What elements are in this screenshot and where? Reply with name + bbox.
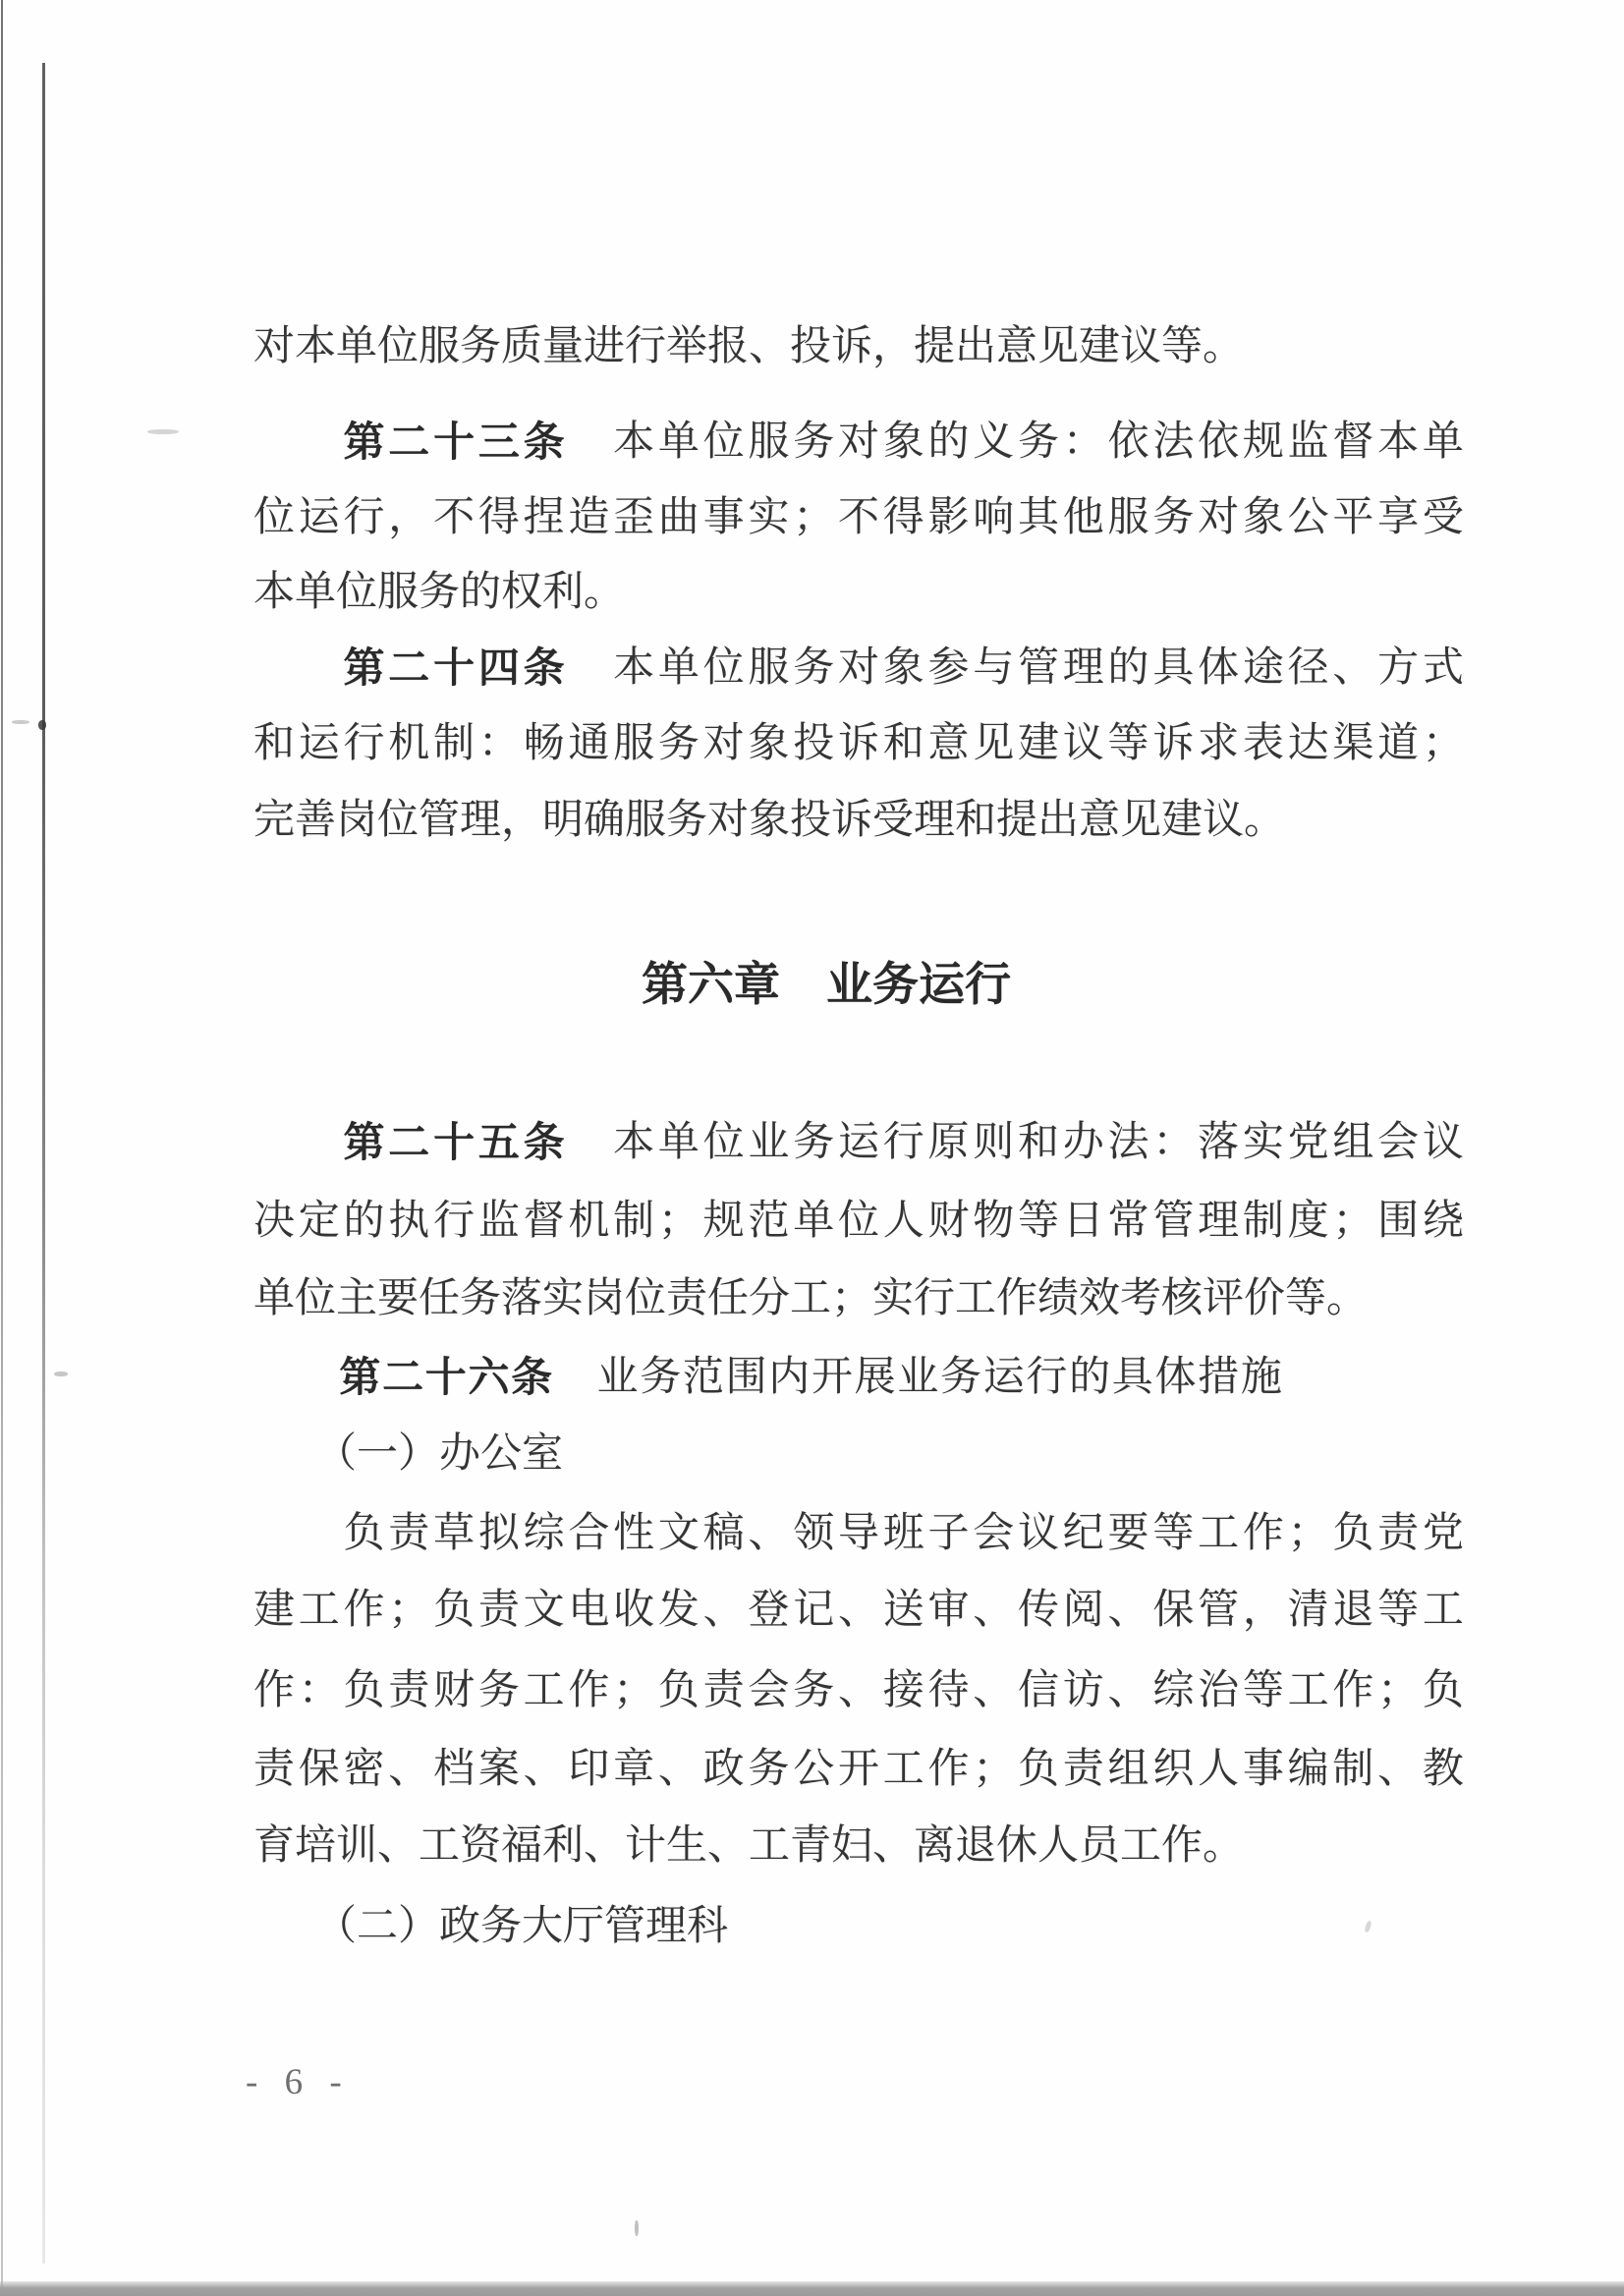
text-line: （一）办公室	[253, 1431, 564, 1477]
text-line: 单位主要任务落实岗位责任分工；实行工作绩效考核评价等。	[253, 1276, 1369, 1321]
text-line: 第 二 十 六 条 业 务 范 围 内 开 展 业 务 运 行 的 具 体 措 施	[339, 1354, 1282, 1400]
text-line: （二）政务大厅管理科	[253, 1904, 729, 1949]
text-line: 建 工 作 ； 负 责 文 电 收 发 、 登 记 、 送 审 、 传 阅 、 保 管 ， 清 退 等 工	[253, 1588, 1464, 1633]
chapter-heading: 第六章 业务运行	[642, 958, 1011, 1010]
text-line: 和 运 行 机 制 ： 畅 通 服 务 对 象 投 诉 和 意 见 建 议 等 诉 求 表 达 渠 道 ；	[253, 721, 1464, 766]
text-line: 对本单位服务质量进行举报、投诉，提出意见建议等。	[253, 324, 1245, 369]
text-line: 位 运 行 ， 不 得 捏 造 歪 曲 事 实 ； 不 得 影 响 其 他 服 务 对 象 公 平 享 受	[253, 495, 1464, 540]
text-line: 完善岗位管理，明确服务对象投诉受理和提出意见建议。	[253, 798, 1286, 843]
text-line: 作 ： 负 责 财 务 工 作 ； 负 责 会 务 、 接 待 、 信 访 、 综 治 等 工 作 ； 负	[253, 1668, 1464, 1713]
text-line: 育培训、工资福利、计生、工青妇、离退休人员工作。	[253, 1823, 1245, 1869]
text-line: 责 保 密 、 档 案 、 印 章 、 政 务 公 开 工 作 ； 负 责 组 织 人 事 编 制 、 教	[253, 1747, 1464, 1792]
text-line: 负 责 草 拟 综 合 性 文 稿 、 领 导 班 子 会 议 纪 要 等 工 作 ； 负 责 党	[343, 1511, 1464, 1556]
text-line: 决 定 的 执 行 监 督 机 制 ； 规 范 单 位 人 财 物 等 日 常 管 理 制 度 ； 围 绕	[253, 1199, 1464, 1244]
text-line: 第 二 十 三 条 本 单 位 服 务 对 象 的 义 务 ： 依 法 依 规 监 督 本 单	[343, 419, 1464, 465]
page-number: - 6 -	[246, 2062, 351, 2102]
text-line: 本单位服务的权利。	[253, 570, 626, 615]
text-line: 第 二 十 四 条 本 单 位 服 务 对 象 参 与 管 理 的 具 体 途 径 、 方 式	[343, 644, 1464, 691]
text-line: 第 二 十 五 条 本 单 位 业 务 运 行 原 则 和 办 法 ： 落 实 党 组 会 议	[343, 1119, 1464, 1165]
